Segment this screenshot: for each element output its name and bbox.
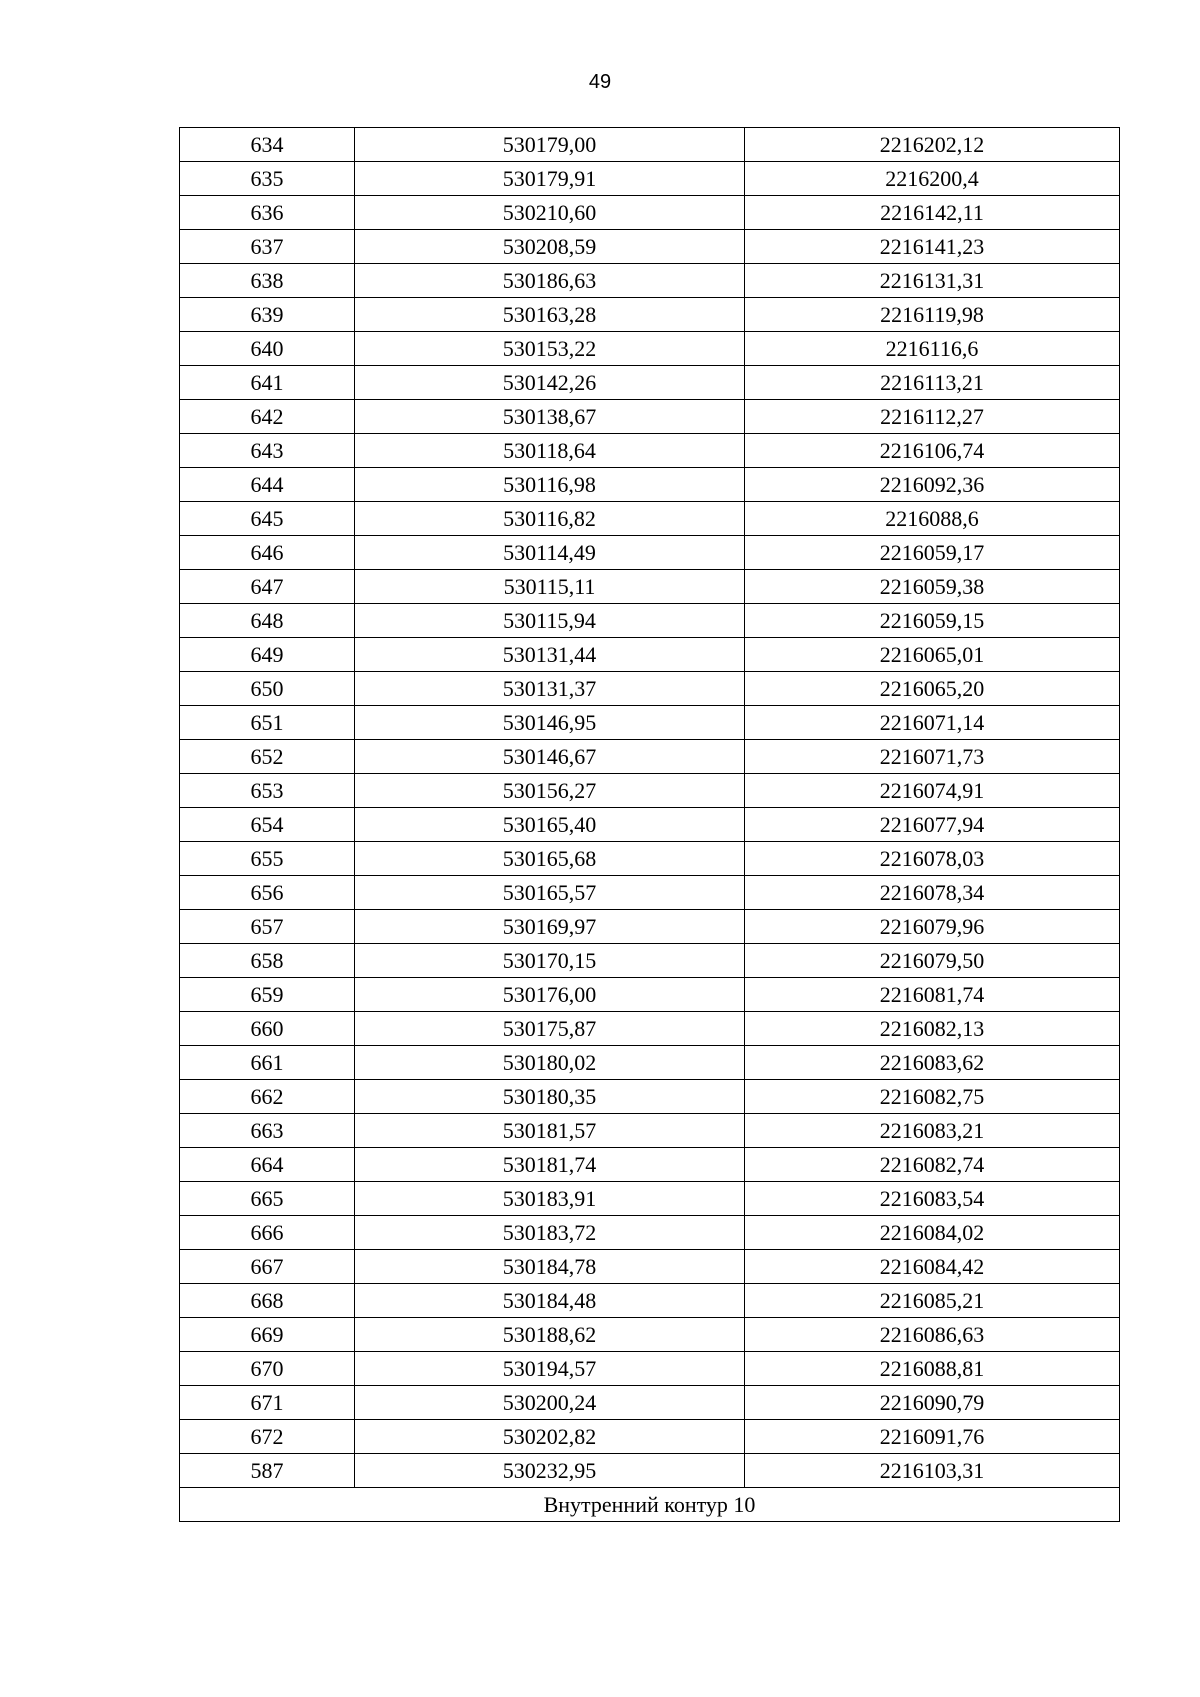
point-number-cell: 637 [180,230,355,264]
section-footer-row [180,1488,1120,1522]
table-row [180,808,1120,842]
point-number-cell: 646 [180,536,355,570]
table-row [180,1182,1120,1216]
x-coordinate-cell: 530116,82 [355,502,745,536]
x-coordinate-cell: 530180,35 [355,1080,745,1114]
point-number-cell: 657 [180,910,355,944]
y-coordinate-cell: 2216079,96 [745,910,1120,944]
x-coordinate-cell: 530184,48 [355,1284,745,1318]
point-number-cell: 649 [180,638,355,672]
table-row [180,570,1120,604]
x-coordinate-cell: 530181,57 [355,1114,745,1148]
y-coordinate-cell: 2216103,31 [745,1454,1120,1488]
y-coordinate-cell: 2216083,62 [745,1046,1120,1080]
point-number-cell: 648 [180,604,355,638]
x-coordinate-cell: 530175,87 [355,1012,745,1046]
y-coordinate-cell: 2216202,12 [745,128,1120,162]
y-coordinate-cell: 2216082,74 [745,1148,1120,1182]
y-coordinate-cell: 2216091,76 [745,1420,1120,1454]
y-coordinate-cell: 2216071,14 [745,706,1120,740]
x-coordinate-cell: 530208,59 [355,230,745,264]
table-row [180,128,1120,162]
point-number-cell: 654 [180,808,355,842]
table-row [180,706,1120,740]
point-number-cell: 638 [180,264,355,298]
y-coordinate-cell: 2216059,38 [745,570,1120,604]
x-coordinate-cell: 530131,44 [355,638,745,672]
y-coordinate-cell: 2216071,73 [745,740,1120,774]
y-coordinate-cell: 2216131,31 [745,264,1120,298]
x-coordinate-cell: 530180,02 [355,1046,745,1080]
y-coordinate-cell: 2216113,21 [745,366,1120,400]
table-row [180,978,1120,1012]
y-coordinate-cell: 2216074,91 [745,774,1120,808]
x-coordinate-cell: 530131,37 [355,672,745,706]
table-row [180,332,1120,366]
table-row [180,1148,1120,1182]
x-coordinate-cell: 530165,68 [355,842,745,876]
x-coordinate-cell: 530186,63 [355,264,745,298]
page-number: 49 [588,71,612,93]
table-row [180,672,1120,706]
point-number-cell: 639 [180,298,355,332]
point-number-cell: 587 [180,1454,355,1488]
x-coordinate-cell: 530115,11 [355,570,745,604]
x-coordinate-cell: 530184,78 [355,1250,745,1284]
x-coordinate-cell: 530194,57 [355,1352,745,1386]
x-coordinate-cell: 530210,60 [355,196,745,230]
y-coordinate-cell: 2216077,94 [745,808,1120,842]
x-coordinate-cell: 530116,98 [355,468,745,502]
y-coordinate-cell: 2216065,20 [745,672,1120,706]
point-number-cell: 660 [180,1012,355,1046]
table-row [180,1046,1120,1080]
point-number-cell: 634 [180,128,355,162]
y-coordinate-cell: 2216116,6 [745,332,1120,366]
point-number-cell: 645 [180,502,355,536]
table-row [180,162,1120,196]
y-coordinate-cell: 2216084,42 [745,1250,1120,1284]
point-number-cell: 672 [180,1420,355,1454]
point-number-cell: 667 [180,1250,355,1284]
y-coordinate-cell: 2216088,6 [745,502,1120,536]
point-number-cell: 671 [180,1386,355,1420]
x-coordinate-cell: 530179,00 [355,128,745,162]
y-coordinate-cell: 2216106,74 [745,434,1120,468]
x-coordinate-cell: 530115,94 [355,604,745,638]
x-coordinate-cell: 530114,49 [355,536,745,570]
table-row [180,876,1120,910]
table-row [180,536,1120,570]
y-coordinate-cell: 2216081,74 [745,978,1120,1012]
table-row [180,298,1120,332]
table-row [180,740,1120,774]
table-row [180,1250,1120,1284]
table-row [180,434,1120,468]
x-coordinate-cell: 530165,40 [355,808,745,842]
x-coordinate-cell: 530142,26 [355,366,745,400]
y-coordinate-cell: 2216142,11 [745,196,1120,230]
point-number-cell: 661 [180,1046,355,1080]
x-coordinate-cell: 530146,95 [355,706,745,740]
y-coordinate-cell: 2216084,02 [745,1216,1120,1250]
point-number-cell: 653 [180,774,355,808]
table-row [180,1012,1120,1046]
table-row [180,502,1120,536]
point-number-cell: 666 [180,1216,355,1250]
coordinates-table-body [180,128,1120,1522]
x-coordinate-cell: 530118,64 [355,434,745,468]
table-row [180,1080,1120,1114]
y-coordinate-cell: 2216119,98 [745,298,1120,332]
y-coordinate-cell: 2216059,15 [745,604,1120,638]
point-number-cell: 640 [180,332,355,366]
point-number-cell: 668 [180,1284,355,1318]
table-row [180,1352,1120,1386]
point-number-cell: 641 [180,366,355,400]
table-row [180,1318,1120,1352]
table-row [180,196,1120,230]
table-row [180,910,1120,944]
table-row [180,774,1120,808]
point-number-cell: 644 [180,468,355,502]
y-coordinate-cell: 2216200,4 [745,162,1120,196]
y-coordinate-cell: 2216078,03 [745,842,1120,876]
table-row [180,366,1120,400]
point-number-cell: 658 [180,944,355,978]
table-row [180,1114,1120,1148]
x-coordinate-cell: 530232,95 [355,1454,745,1488]
x-coordinate-cell: 530176,00 [355,978,745,1012]
table-row [180,468,1120,502]
y-coordinate-cell: 2216082,13 [745,1012,1120,1046]
x-coordinate-cell: 530179,91 [355,162,745,196]
x-coordinate-cell: 530146,67 [355,740,745,774]
y-coordinate-cell: 2216065,01 [745,638,1120,672]
point-number-cell: 652 [180,740,355,774]
y-coordinate-cell: 2216092,36 [745,468,1120,502]
point-number-cell: 643 [180,434,355,468]
x-coordinate-cell: 530138,67 [355,400,745,434]
point-number-cell: 650 [180,672,355,706]
point-number-cell: 664 [180,1148,355,1182]
x-coordinate-cell: 530165,57 [355,876,745,910]
x-coordinate-cell: 530200,24 [355,1386,745,1420]
x-coordinate-cell: 530153,22 [355,332,745,366]
x-coordinate-cell: 530183,91 [355,1182,745,1216]
x-coordinate-cell: 530183,72 [355,1216,745,1250]
point-number-cell: 655 [180,842,355,876]
x-coordinate-cell: 530188,62 [355,1318,745,1352]
point-number-cell: 636 [180,196,355,230]
coordinates-table [179,127,1120,1522]
point-number-cell: 659 [180,978,355,1012]
table-row [180,230,1120,264]
x-coordinate-cell: 530202,82 [355,1420,745,1454]
y-coordinate-cell: 2216082,75 [745,1080,1120,1114]
y-coordinate-cell: 2216090,79 [745,1386,1120,1420]
table-row [180,1454,1120,1488]
y-coordinate-cell: 2216086,63 [745,1318,1120,1352]
table-row [180,604,1120,638]
table-row [180,1216,1120,1250]
y-coordinate-cell: 2216085,21 [745,1284,1120,1318]
y-coordinate-cell: 2216083,54 [745,1182,1120,1216]
point-number-cell: 656 [180,876,355,910]
table-row [180,638,1120,672]
table-row [180,944,1120,978]
x-coordinate-cell: 530170,15 [355,944,745,978]
point-number-cell: 662 [180,1080,355,1114]
point-number-cell: 670 [180,1352,355,1386]
table-row [180,264,1120,298]
y-coordinate-cell: 2216088,81 [745,1352,1120,1386]
point-number-cell: 665 [180,1182,355,1216]
x-coordinate-cell: 530156,27 [355,774,745,808]
section-footer-cell: Внутренний контур 10 [180,1488,1120,1522]
point-number-cell: 642 [180,400,355,434]
point-number-cell: 647 [180,570,355,604]
y-coordinate-cell: 2216141,23 [745,230,1120,264]
table-row [180,842,1120,876]
y-coordinate-cell: 2216078,34 [745,876,1120,910]
table-row [180,1386,1120,1420]
point-number-cell: 669 [180,1318,355,1352]
y-coordinate-cell: 2216059,17 [745,536,1120,570]
y-coordinate-cell: 2216083,21 [745,1114,1120,1148]
y-coordinate-cell: 2216112,27 [745,400,1120,434]
table-row [180,400,1120,434]
table-row [180,1420,1120,1454]
table-row [180,1284,1120,1318]
point-number-cell: 635 [180,162,355,196]
point-number-cell: 663 [180,1114,355,1148]
x-coordinate-cell: 530163,28 [355,298,745,332]
x-coordinate-cell: 530181,74 [355,1148,745,1182]
y-coordinate-cell: 2216079,50 [745,944,1120,978]
x-coordinate-cell: 530169,97 [355,910,745,944]
point-number-cell: 651 [180,706,355,740]
